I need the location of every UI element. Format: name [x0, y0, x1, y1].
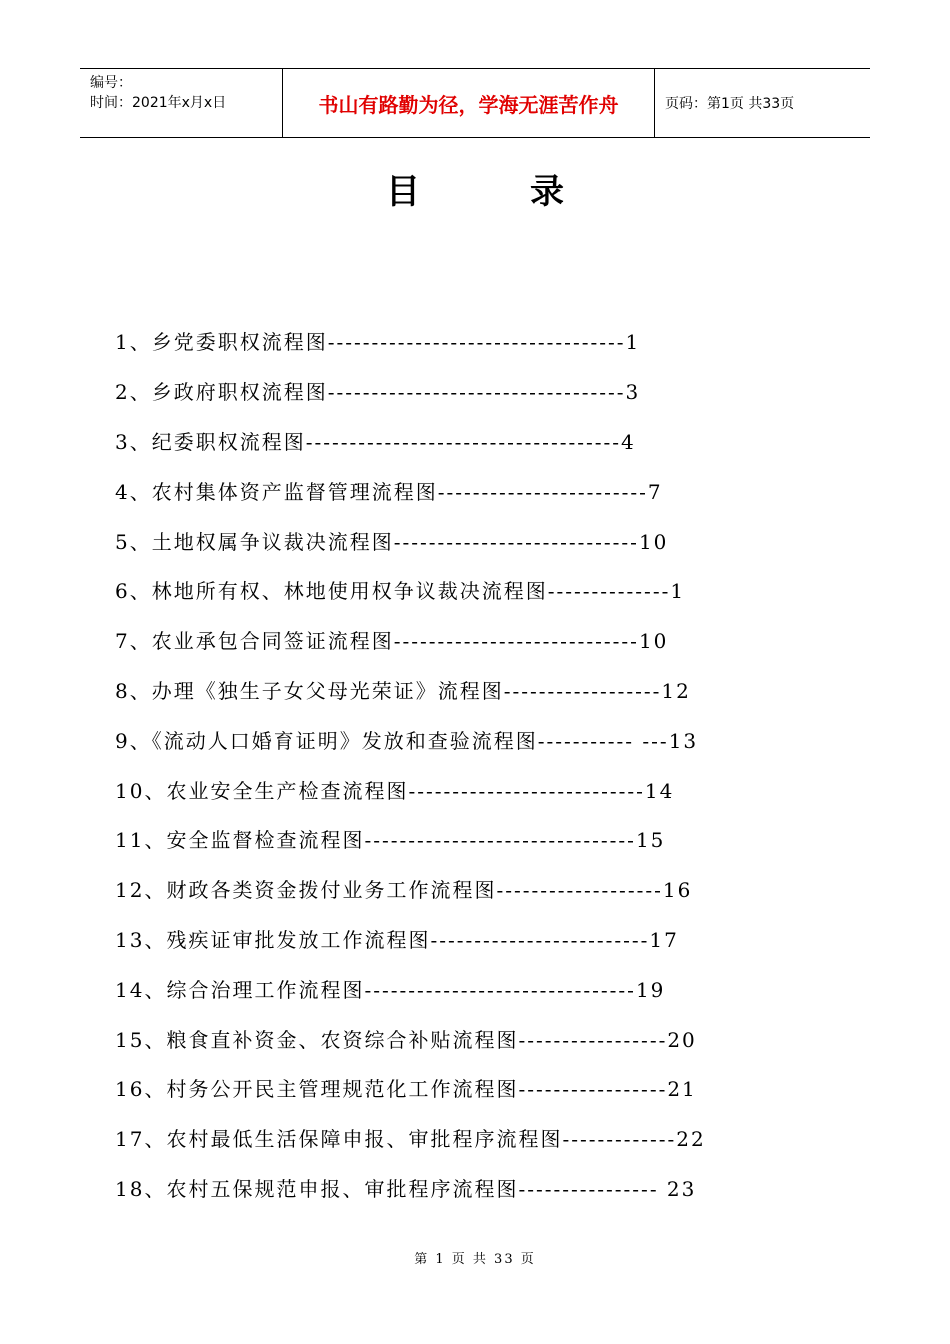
- toc-item: 6、林地所有权、林地使用权争议裁决流程图--------------1: [115, 579, 686, 604]
- toc-item: 2、乡政府职权流程图----------------------------------3: [115, 380, 641, 405]
- time-label: 时间：2021年x月x日: [90, 95, 227, 111]
- toc-item: 7、农业承包合同签证流程图----------------------------10: [115, 629, 669, 654]
- toc-item: 13、残疾证审批发放工作流程图-------------------------17: [115, 927, 679, 952]
- toc-item: 8、办理《独生子女父母光荣证》流程图------------------12: [115, 678, 691, 703]
- page-title: 目录: [386, 172, 674, 212]
- toc-item: 1、乡党委职权流程图----------------------------------1: [115, 330, 641, 355]
- toc-item: 11、安全监督检查流程图-------------------------------15: [115, 828, 666, 853]
- header-meta: [80, 69, 282, 137]
- page-header: [80, 68, 870, 138]
- header-motto: 书山有路勤为径，学海无涯苦作舟: [282, 69, 655, 137]
- toc-item: 10、农业安全生产检查流程图---------------------------14: [115, 778, 675, 803]
- table-of-contents: [115, 316, 815, 1212]
- number-label: 编号：: [90, 75, 132, 91]
- toc-item: 4、农村集体资产监督管理流程图------------------------7: [115, 479, 663, 504]
- header-page-info: 页码：第1页 共33页: [665, 96, 795, 112]
- toc-item: 16、村务公开民主管理规范化工作流程图-----------------21: [115, 1077, 697, 1102]
- toc-item: 17、农村最低生活保障申报、审批程序流程图-------------22: [115, 1127, 706, 1152]
- toc-item: 15、粮食直补资金、农资综合补贴流程图-----------------20: [115, 1027, 697, 1052]
- toc-item: 9、《流动人口婚育证明》发放和查验流程图----------- ---13: [115, 728, 699, 753]
- toc-item: 14、综合治理工作流程图-------------------------------19: [115, 977, 666, 1002]
- toc-item: 12、财政各类资金拨付业务工作流程图-------------------16: [115, 878, 693, 903]
- toc-item: 3、纪委职权流程图------------------------------------4: [115, 429, 636, 454]
- toc-item: 18、农村五保规范申报、审批程序流程图---------------- 23: [115, 1176, 697, 1201]
- page-footer: 第 1 页 共 33 页: [414, 1252, 536, 1267]
- toc-item: 5、土地权属争议裁决流程图----------------------------10: [115, 529, 669, 554]
